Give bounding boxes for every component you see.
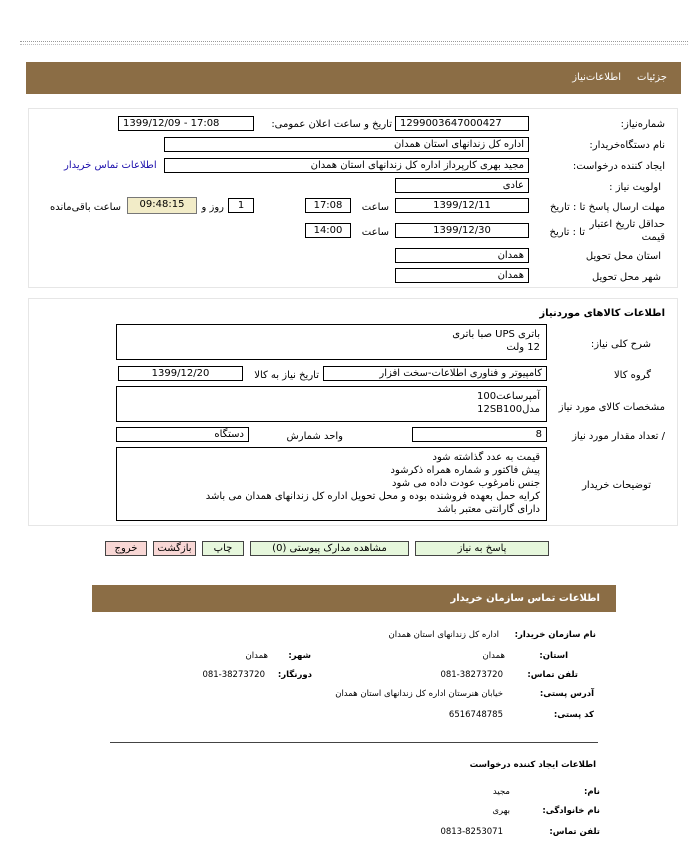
top-separator [20, 41, 688, 42]
creator-fname-label: نام: [583, 787, 600, 797]
deadline-time-label: ساعت [361, 202, 389, 213]
creator-phone-label: تلفن تماس: [549, 827, 600, 837]
print-button[interactable]: چاپ [202, 541, 244, 556]
back-button[interactable]: بازگشت [153, 541, 196, 556]
announce-label: تاریخ و ساعت اعلان عمومی: [271, 119, 392, 130]
buyer-org-label: نام دستگاه‌خریدار: [589, 140, 665, 151]
contact-city-label: شهر: [288, 651, 311, 661]
tab-need-info[interactable]: اطلاعات‌نیاز [572, 72, 621, 83]
creator-lname-label: نام خانوادگی: [542, 806, 600, 816]
specs-label: مشخصات کالای مورد نیاز [558, 402, 665, 413]
remaining-label: ساعت باقی‌مانده [49, 202, 121, 213]
contact-postal-label: کد پستی: [553, 710, 594, 720]
validity-time-label: ساعت [361, 227, 389, 238]
validity-date-field: 1399/12/30 [395, 223, 529, 238]
contact-address-value: خیابان هنرستان اداره کل زندانهای استان همدان [335, 689, 503, 699]
contact-divider [110, 742, 598, 743]
unit-label: واحد شمارش [286, 431, 343, 442]
top-tab-bar [26, 62, 681, 94]
days-field: 1 [228, 198, 254, 213]
contact-city-value: همدان [245, 651, 268, 661]
qty-label: / تعداد مقدار مورد نیاز [572, 431, 665, 442]
contact-fax-value: 081-38273720 [202, 670, 265, 680]
validity-to-label: تا : تاریخ [549, 227, 585, 238]
deadline-date-field: 1399/12/11 [395, 198, 529, 213]
buyer-contact-link[interactable]: اطلاعات تماس خریدار [64, 160, 157, 171]
contact-province-value: همدان [482, 651, 505, 661]
exit-button[interactable]: خروج [105, 541, 147, 556]
creator-field: مجید بهری کارپرداز اداره کل زندانهای استان همدان [164, 158, 529, 173]
need-number-field: 1299003647000427 [395, 116, 529, 131]
contact-org-value: اداره کل زندانهای استان همدان [388, 630, 499, 640]
specs-field: آمپرساعت100 مدل12SB100 [116, 386, 547, 422]
announce-field: 1399/12/09 - 17:08 [118, 116, 254, 131]
creator-fname-value: مجید [492, 787, 510, 797]
delivery-city-label: شهر محل تحویل [591, 272, 661, 283]
contact-postal-value: 6516748785 [448, 710, 503, 720]
validity-label-2: قیمت [641, 232, 665, 243]
delivery-city-field: همدان [395, 268, 529, 283]
validity-time-field: 14:00 [305, 223, 351, 238]
contact-address-label: آدرس پستی: [539, 689, 594, 699]
need-number-label: شماره‌نیاز: [620, 119, 665, 130]
delivery-province-field: همدان [395, 248, 529, 263]
contact-phone-value: 081-38273720 [440, 670, 503, 680]
unit-field: دستگاه [116, 427, 249, 442]
days-label: روز و [201, 202, 224, 213]
priority-field: عادی [395, 178, 529, 193]
goods-section-title: اطلاعات کالاهای موردنیاز [539, 308, 665, 319]
priority-label: اولویت نیاز : [609, 182, 661, 193]
top-separator-2 [20, 44, 688, 45]
contact-title: اطلاعات تماس سازمان خریدار [450, 593, 600, 604]
contact-org-label: نام سازمان خریدار: [514, 630, 596, 640]
tab-details[interactable]: جزئيات [637, 72, 667, 83]
need-info-panel [28, 108, 678, 288]
summary-label: شرح کلی نیاز: [590, 339, 651, 350]
summary-field: باتری UPS صبا باتری 12 ولت [116, 324, 547, 360]
qty-field: 8 [412, 427, 547, 442]
contact-phone-label: تلفن تماس: [527, 670, 578, 680]
notes-label: توضیحات خریدار [582, 480, 651, 491]
contact-fax-label: دورنگار: [277, 670, 312, 680]
notes-field: قیمت به عدد گذاشته شود پیش فاکتور و شماره همراه ذکرشود جنس نامرغوب عودت داده می شود کرایه حمل بعهده فروشنده بوده و محل تحویل اداره کل زندانهای همدان می باشد دارای گارانتی معتبر باشد [116, 447, 547, 521]
buyer-org-field: اداره کل زندانهای استان همدان [164, 137, 529, 152]
need-date-field: 1399/12/20 [118, 366, 243, 381]
creator-phone-value: 0813-8253071 [440, 827, 503, 837]
creator-label: ایجاد کننده درخواست: [572, 161, 665, 172]
group-label: گروه کالا [613, 370, 651, 381]
group-field: کامپیوتر و فناوری اطلاعات-سخت افزار [323, 366, 547, 381]
creator-section-title: اطلاعات ایجاد کننده درخواست [469, 760, 596, 770]
view-documents-button[interactable]: مشاهده مدارک پیوستی (0) [250, 541, 409, 556]
reply-button[interactable]: پاسخ به نیاز [415, 541, 549, 556]
validity-label-1: حداقل تاریخ اعتبار [589, 219, 665, 230]
need-date-label: تاریخ نیاز به کالا [254, 370, 319, 381]
contact-province-label: استان: [539, 651, 568, 661]
remaining-time-field: 09:48:15 [127, 197, 197, 214]
contact-header [92, 585, 616, 612]
delivery-province-label: استان محل تحویل [585, 251, 661, 262]
creator-lname-value: بهری [492, 806, 510, 816]
deadline-label: مهلت ارسال پاسخ تا : تاریخ [549, 202, 665, 213]
deadline-time-field: 17:08 [305, 198, 351, 213]
